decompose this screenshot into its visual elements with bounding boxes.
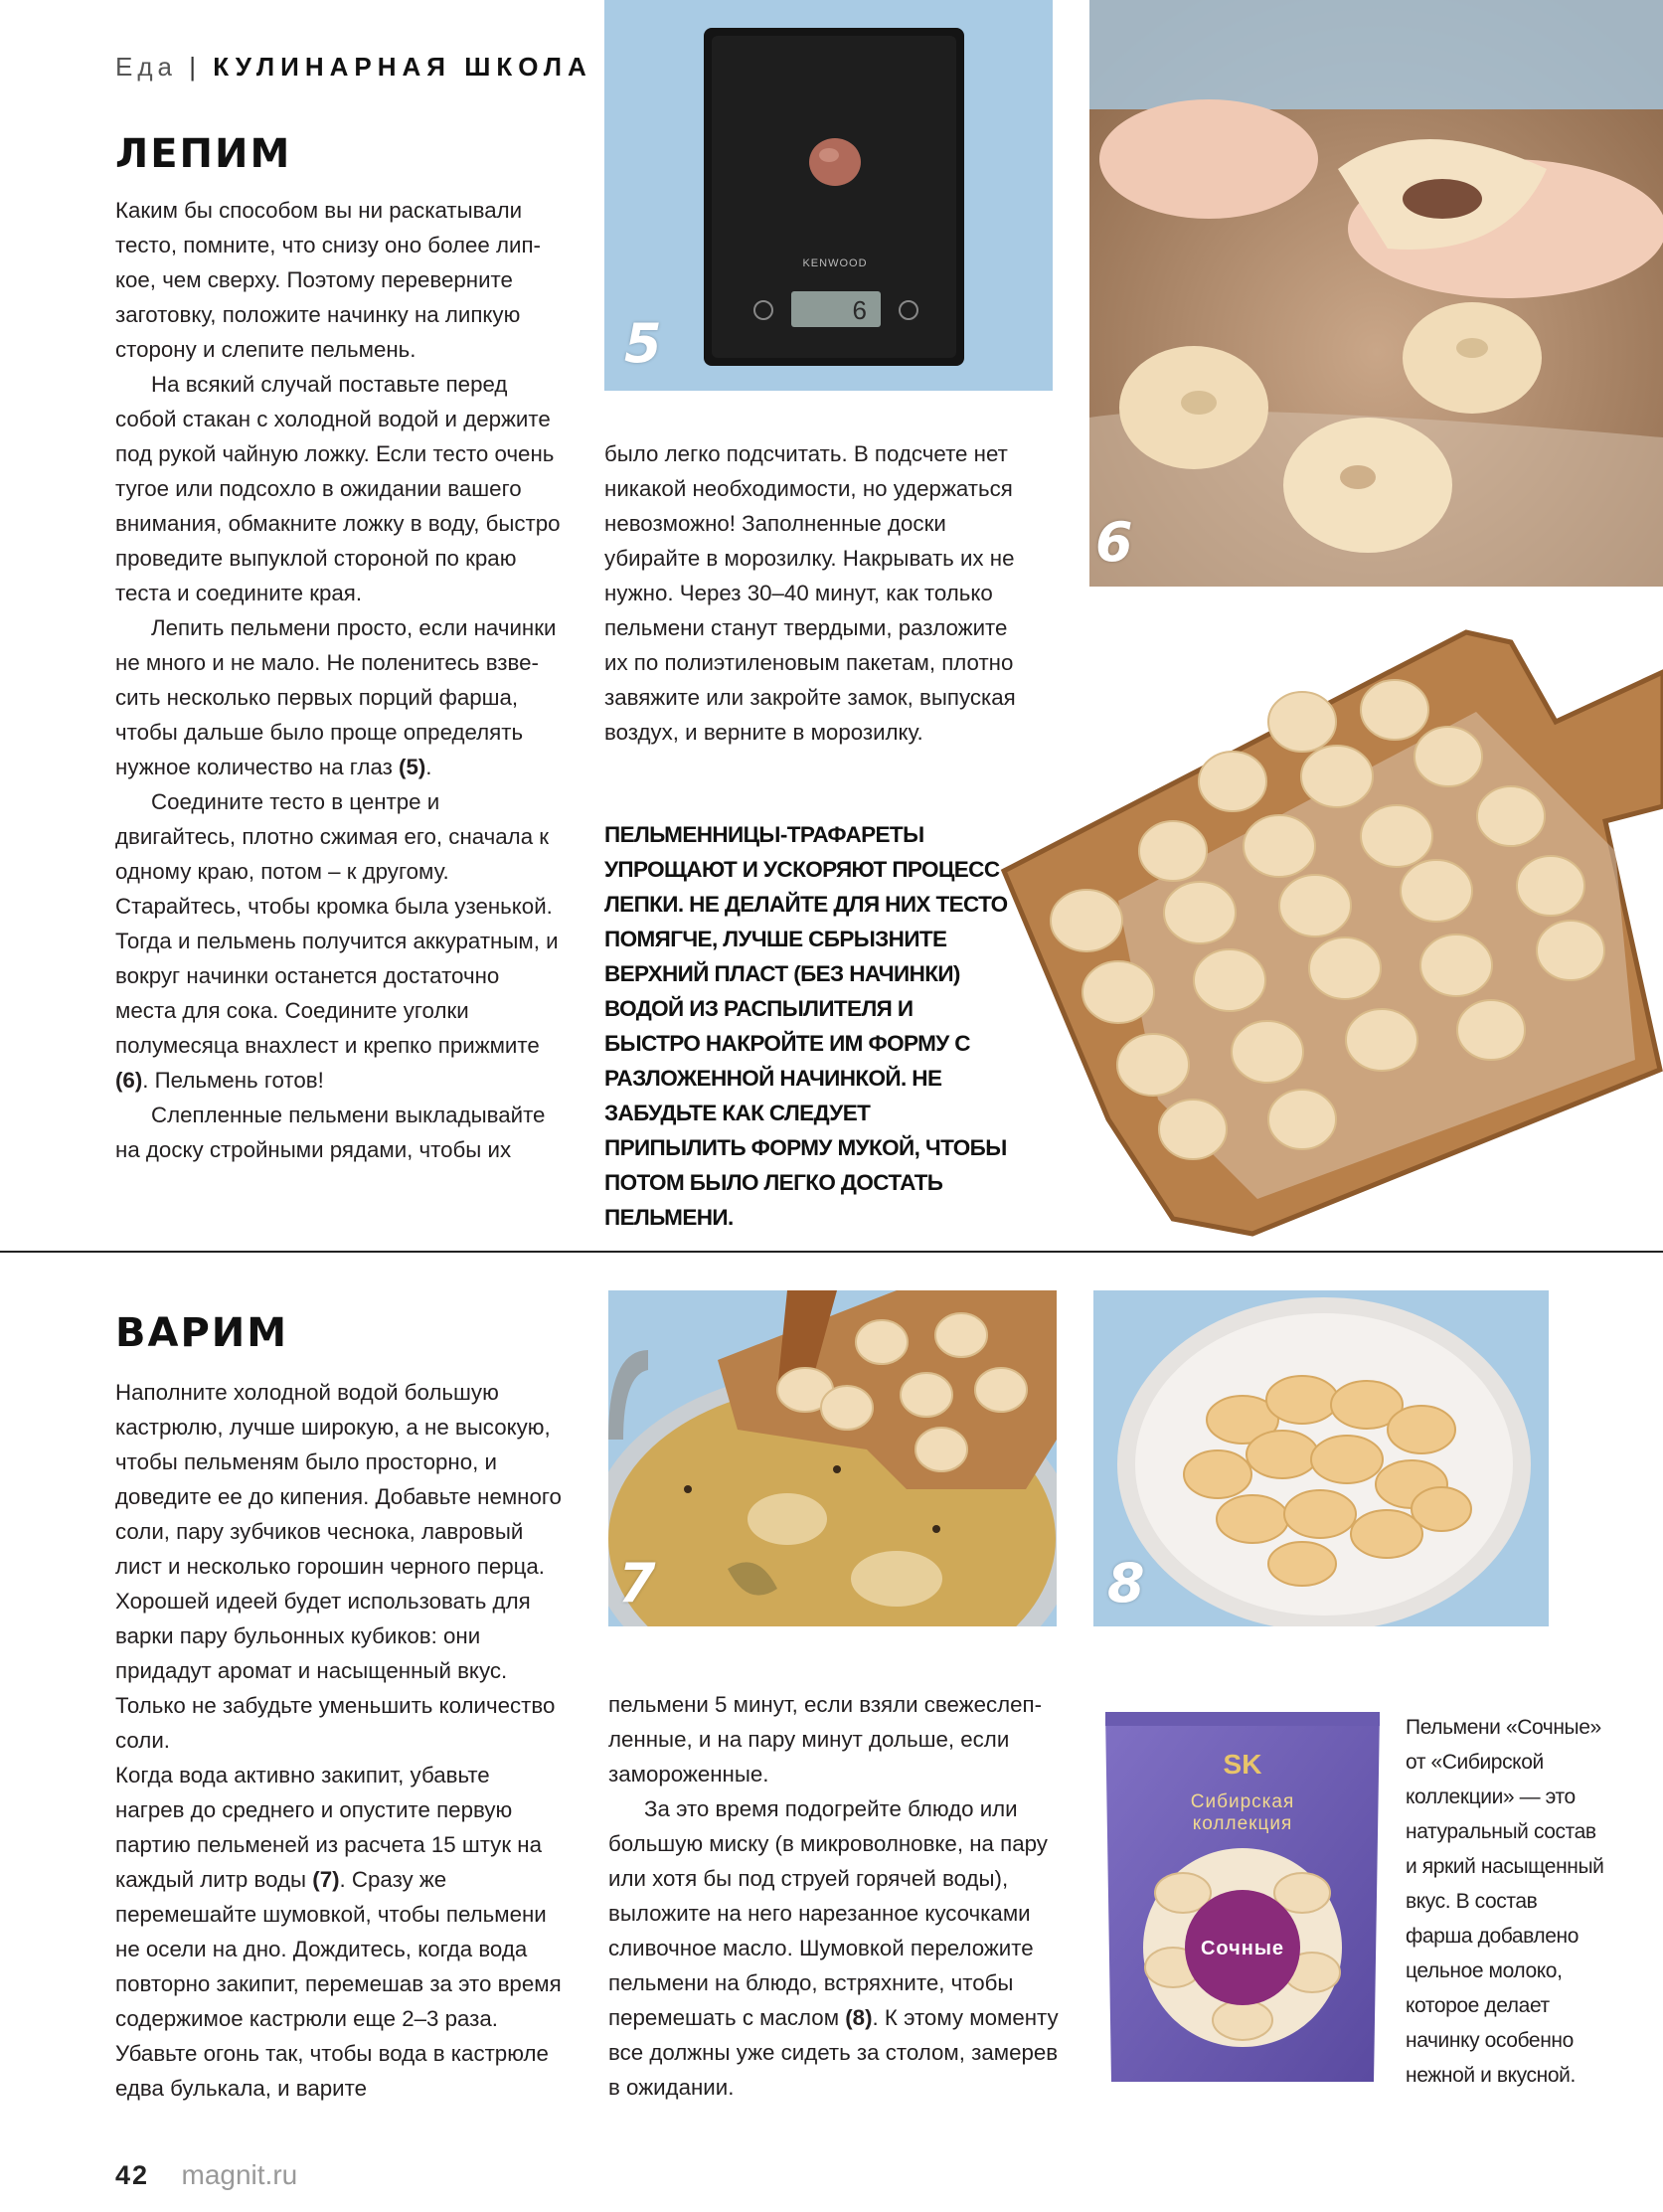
photo-number-6: 6 [1095, 511, 1133, 574]
lepim-paragraph-4-end: . Пельмень готов! [142, 1068, 324, 1093]
lepim-col2-paragraph: было легко подсчитать. В подсчете нет никакой необходимости, но удержаться невозможно! Заполненные доски убирайте в морозилку. Накрывать их не нужно. Через 30–40 минут, как только пельмени станут твердыми, разложите их по полиэтиленовым пакетам, плотно завяжите или закройте замок, выпуская воздух, и верните в морозилку. [604, 441, 1016, 745]
package-brand-line-1: Сибирская [1190, 1791, 1295, 1812]
section-title-varim: ВАРИМ [115, 1310, 289, 1356]
package-illustration [1093, 1704, 1392, 2092]
lepim-paragraph-3 [115, 610, 565, 784]
scale-illustration [604, 0, 1053, 391]
lepim-paragraph-4-text: Соедините тесто в центре и двигайтесь, плотно сжимая его, сначала к одному краю, потом – к другому. Старайтесь, чтобы кромка была узенькой. Тогда и пельмень получится аккуратным, и вокруг начинки останется достаточно места для сока. Соедините уголки полумесяца внахлест и крепко прижмите [115, 789, 559, 1058]
lepim-column-1 [115, 193, 565, 1167]
package-logo-mark: SK [1223, 1749, 1262, 1780]
lepim-paragraph-4 [115, 784, 565, 1098]
photo-number-7: 7 [618, 1552, 656, 1615]
photo-ref-5: (5) [399, 755, 426, 779]
rubric-label: КУЛИНАРНАЯ ШКОЛА [213, 52, 592, 82]
photo-ref-6: (6) [115, 1068, 143, 1093]
varim-col2-paragraph-1: пельмени 5 минут, если взяли свежеслепленные, и на пару минут дольше, если замороженные. [608, 1692, 1043, 1787]
photo-number-5: 5 [624, 312, 662, 375]
varim-col2-paragraph-2-end: . К этому моменту все должны уже сидеть за столом, замерев в ожидании. [608, 2005, 1059, 2100]
varim-paragraph-2 [115, 1758, 565, 2106]
package-product-label: Сочные [1200, 1938, 1285, 1959]
section-title-lepim: ЛЕПИМ [115, 131, 292, 177]
site-url: magnit.ru [181, 2159, 298, 2190]
photo-number-8: 8 [1107, 1552, 1145, 1615]
photo-ref-8: (8) [845, 2005, 873, 2030]
photo-5-scale [604, 0, 1053, 391]
lepim-column-2 [604, 436, 1022, 750]
photo-ref-7: (7) [312, 1867, 340, 1892]
page-number: 42 [115, 2160, 150, 2190]
lepim-paragraph-2: На всякий случай поставьте перед собой стакан с холодной водой и держите под рукой чайную ложку. Если тесто очень тугое или подсохло в ожидании вашего внимания, обмакните ложку в воду, быстро проведите выпуклой стороной по краю теста и соедините края. [115, 372, 561, 605]
varim-paragraph-1: Наполните холодной водой большую кастрюлю, лучше широкую, а не высокую, чтобы пельменям было просторно, и доведите ее до кипения. Добавьте немного соли, пару зубчиков чеснока, лавровый лист и несколько горошин черного перца. Хорошей идеей будет использовать для варки пару бульонных кубиков: они придадут аромат и насыщенный вкус. Только не забудьте уменьшить количество соли. [115, 1380, 562, 1753]
running-head [115, 52, 592, 83]
lepim-paragraph-1: Каким бы способом вы ни раскатывали тесто, помните, что снизу оно более липкое, чем сверху. Поэтому переверните заготовку, положите начинку на липкую сторону и слепите пельмень. [115, 198, 541, 362]
photo-6-shaping [1089, 0, 1663, 587]
scale-brand: KENWOOD [802, 257, 868, 269]
lepim-paragraph-3-end: . [425, 755, 432, 779]
bowl-illustration [1093, 1290, 1549, 1626]
section-label: Еда [115, 52, 177, 82]
page-footer [115, 2159, 297, 2191]
section-divider [0, 1251, 1663, 1253]
varim-col2-paragraph-2-text: За это время подогрейте блюдо или большую миску (в микроволновке, на пару или хотя бы под струей горячей воды), выложите на него нарезанное кусочками сливочное масло. Шумовкой переложите пельмени на блюдо, встряхните, чтобы перемешать с маслом [608, 1796, 1048, 2030]
board-illustration [999, 622, 1663, 1249]
product-caption: Пельмени «Сочные» от «Сибирской коллекции» — это натуральный состав и яркий насыщенный вкус. В состав фарша добавлено цельное молоко, которое делает начинку особенно нежной и вкусной. [1406, 1716, 1604, 2087]
lepim-paragraph-3-text: Лепить пельмени просто, если начинки не много и не мало. Не поленитесь взвесить несколько первых порций фарша, чтобы дальше было проще определять нужное количество на глаз [115, 615, 557, 779]
tip-callout: ПЕЛЬМЕННИЦЫ-ТРАФАРЕТЫ УПРОЩАЮТ И УСКОРЯЮТ ПРОЦЕСС ЛЕПКИ. НЕ ДЕЛАЙТЕ ДЛЯ НИХ ТЕСТО ПОМЯГЧЕ, ЛУЧШЕ СБРЫЗНИТЕ ВЕРХНИЙ ПЛАСТ (БЕЗ НАЧИНКИ) ВОДОЙ ИЗ РАСПЫЛИТЕЛЯ И БЫСТРО НАКРОЙТЕ ИМ ФОРМУ С РАЗЛОЖЕННОЙ НАЧИНКОЙ. НЕ ЗАБУДЬТЕ КАК СЛЕДУЕТ ПРИПЫЛИТЬ ФОРМУ МУКОЙ, ЧТОБЫ ПОТОМ БЫЛО ЛЕГКО ДОСТАТЬ ПЕЛЬМЕНИ. [604, 822, 1008, 1230]
scale-display: 6 [852, 295, 867, 325]
varim-paragraph-2-text: Когда вода активно закипит, убавьте нагрев до среднего и опустите первую партию пельменей из расчета 15 штук на каждый литр воды [115, 1763, 542, 1892]
pot-illustration [608, 1290, 1057, 1626]
varim-paragraph-2-end: . Сразу же перемешайте шумовкой, чтобы пельмени не осели на дно. Дождитесь, когда вода повторно закипит, перемешав за это время содержимое кастрюли еще 2–3 раза. Убавьте огонь так, чтобы вода в кастрюле едва булькала, и варите [115, 1867, 562, 2101]
photo-board-dumplings [999, 622, 1663, 1249]
shaping-illustration [1089, 0, 1663, 587]
header-separator: | [189, 52, 201, 82]
varim-column-2 [608, 1687, 1066, 2105]
lepim-paragraph-5: Слепленные пельмени выкладывайте на доску стройными рядами, чтобы их [115, 1103, 546, 1162]
varim-column-1 [115, 1375, 565, 2106]
photo-8-bowl [1093, 1290, 1549, 1626]
varim-col2-paragraph-2 [608, 1791, 1066, 2105]
product-package [1093, 1704, 1392, 2092]
package-brand-line-2: коллекция [1192, 1813, 1293, 1834]
photo-7-pot [608, 1290, 1057, 1626]
